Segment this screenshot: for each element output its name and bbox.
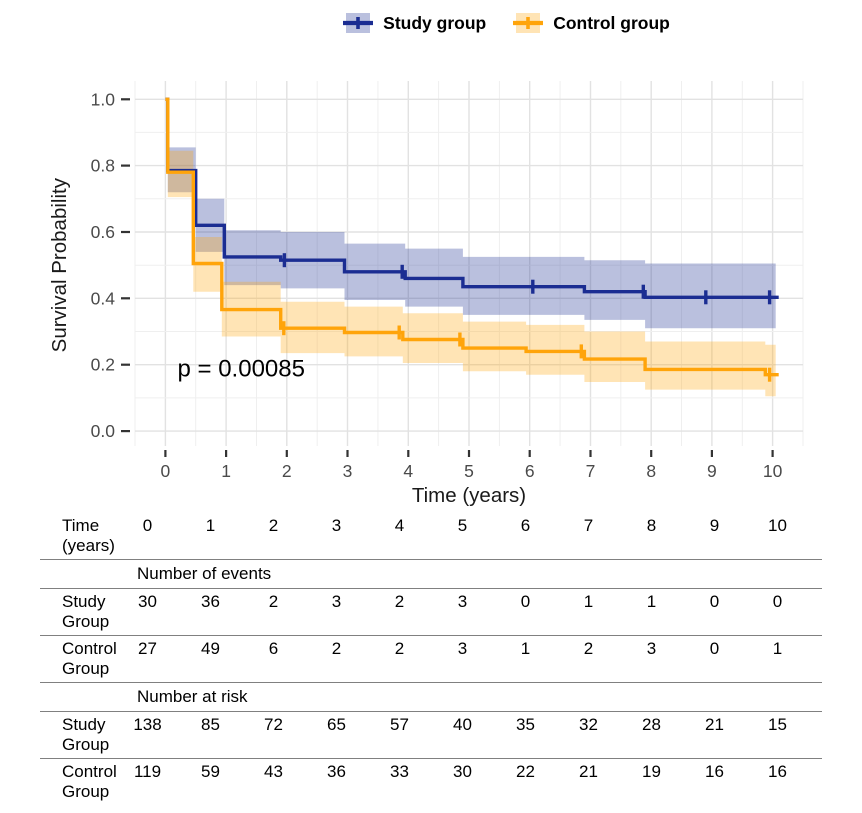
- study-group-key-icon: [342, 11, 374, 35]
- svg-text:3: 3: [342, 461, 353, 481]
- svg-text:10: 10: [762, 461, 783, 481]
- risk-table-cell: 9: [709, 516, 720, 535]
- svg-text:0.8: 0.8: [90, 155, 115, 176]
- risk-table-row-number-at-risk-control-group: [40, 758, 822, 805]
- risk-table-cell: 33: [390, 762, 409, 781]
- row-label: Control Group: [62, 639, 117, 678]
- risk-table-cell: 3: [331, 592, 342, 611]
- risk-table-cell: 65: [327, 715, 346, 734]
- risk-table-cell: 32: [579, 715, 598, 734]
- risk-table-cell: 3: [646, 639, 657, 658]
- section-title-number-at-risk: Number at risk: [40, 682, 822, 711]
- legend-label-control-group: Control group: [553, 12, 670, 33]
- risk-table-cell: 59: [201, 762, 220, 781]
- risk-table-cell: 0: [709, 592, 720, 611]
- row-label: Study Group: [62, 592, 110, 631]
- svg-text:1: 1: [221, 461, 231, 481]
- risk-table-cell: 21: [579, 762, 598, 781]
- y-axis-title: Survival Probability: [48, 178, 71, 353]
- x-axis: [161, 450, 783, 507]
- risk-table-cell: 85: [201, 715, 220, 734]
- risk-table-cell: 3: [457, 639, 468, 658]
- x-axis-title: Time (years): [411, 484, 527, 507]
- svg-text:0.0: 0.0: [90, 421, 115, 442]
- risk-table-cell: 40: [453, 715, 472, 734]
- row-label: Control Group: [62, 762, 117, 801]
- risk-table-cell: 1: [583, 592, 594, 611]
- risk-table-cell: 2: [394, 639, 405, 658]
- km-plot-svg: [0, 46, 862, 508]
- risk-table-cell: 16: [705, 762, 724, 781]
- legend-label-study-group: Study group: [383, 12, 487, 33]
- risk-table-cell: 36: [201, 592, 220, 611]
- p-value-annotation: p = 0.00085: [177, 355, 305, 383]
- risk-table-cell: 15: [768, 715, 787, 734]
- risk-table-cell: 57: [390, 715, 409, 734]
- risk-table-cell: 72: [264, 715, 283, 734]
- risk-table-row-number-at-risk-study-group: [40, 711, 822, 758]
- svg-text:7: 7: [585, 461, 596, 481]
- risk-table-cell: 1: [205, 516, 216, 535]
- risk-table-cell: 0: [520, 592, 531, 611]
- risk-table-cell: 10: [768, 516, 787, 535]
- svg-text:4: 4: [403, 461, 414, 481]
- risk-table-cell: 2: [268, 516, 279, 535]
- risk-table-cell: 19: [642, 762, 661, 781]
- risk-table-cell: 0: [772, 592, 783, 611]
- risk-table-cell: 3: [331, 516, 342, 535]
- risk-table-row-number-of-events-control-group: [40, 635, 822, 682]
- svg-text:2: 2: [281, 461, 292, 481]
- legend-item-control-group: [512, 11, 670, 35]
- svg-text:0.4: 0.4: [90, 288, 115, 309]
- risk-table-cell: 16: [768, 762, 787, 781]
- svg-text:8: 8: [646, 461, 657, 481]
- svg-text:5: 5: [464, 461, 474, 481]
- risk-table-cell: 2: [268, 592, 279, 611]
- svg-text:0: 0: [160, 461, 171, 481]
- legend-item-study-group: [342, 11, 486, 35]
- risk-table-cell: 138: [133, 715, 162, 734]
- svg-text:6: 6: [524, 461, 535, 481]
- risk-table-cell: 1: [646, 592, 657, 611]
- risk-table-cell: 35: [516, 715, 535, 734]
- risk-table-cell: 7: [583, 516, 594, 535]
- section-title-number-of-events: Number of events: [40, 559, 822, 588]
- risk-table-cell: 22: [516, 762, 535, 781]
- risk-table-cell: 5: [457, 516, 468, 535]
- survival-plot: [0, 46, 862, 508]
- risk-table-cell: 3: [457, 592, 468, 611]
- risk-table-cell: 119: [133, 762, 162, 781]
- risk-table-cell: 0: [709, 639, 720, 658]
- risk-table-cell: 6: [268, 639, 279, 658]
- chart-legend: [150, 0, 862, 46]
- y-axis: [48, 89, 130, 441]
- risk-table-cell: 8: [646, 516, 657, 535]
- risk-table-cell: 30: [453, 762, 472, 781]
- risk-table-cell: 28: [642, 715, 661, 734]
- risk-table-cell: 49: [201, 639, 220, 658]
- risk-table-cell: 2: [583, 639, 594, 658]
- risk-table-cell: 6: [520, 516, 531, 535]
- risk-table-cell: 1: [520, 639, 531, 658]
- row-label: Study Group: [62, 715, 110, 754]
- risk-table-cell: 1: [772, 639, 783, 658]
- risk-table: [40, 511, 822, 805]
- risk-table-cell: 27: [138, 639, 157, 658]
- risk-table-cell: 2: [331, 639, 342, 658]
- svg-text:9: 9: [707, 461, 717, 481]
- risk-table-cell: 21: [705, 715, 724, 734]
- risk-table-time-row: [40, 511, 822, 559]
- risk-table-cell: 0: [142, 516, 153, 535]
- risk-table-time-label: Time (years): [62, 516, 115, 555]
- svg-text:1.0: 1.0: [90, 89, 115, 110]
- svg-text:0.2: 0.2: [90, 354, 115, 375]
- svg-text:0.6: 0.6: [90, 222, 115, 242]
- risk-table-cell: 4: [394, 516, 405, 535]
- control-group-key-icon: [512, 11, 544, 35]
- risk-table-cell: 2: [394, 592, 405, 611]
- risk-table-cell: 36: [327, 762, 346, 781]
- risk-table-row-number-of-events-study-group: [40, 588, 822, 635]
- risk-table-cell: 30: [138, 592, 157, 611]
- risk-table-cell: 43: [264, 762, 283, 781]
